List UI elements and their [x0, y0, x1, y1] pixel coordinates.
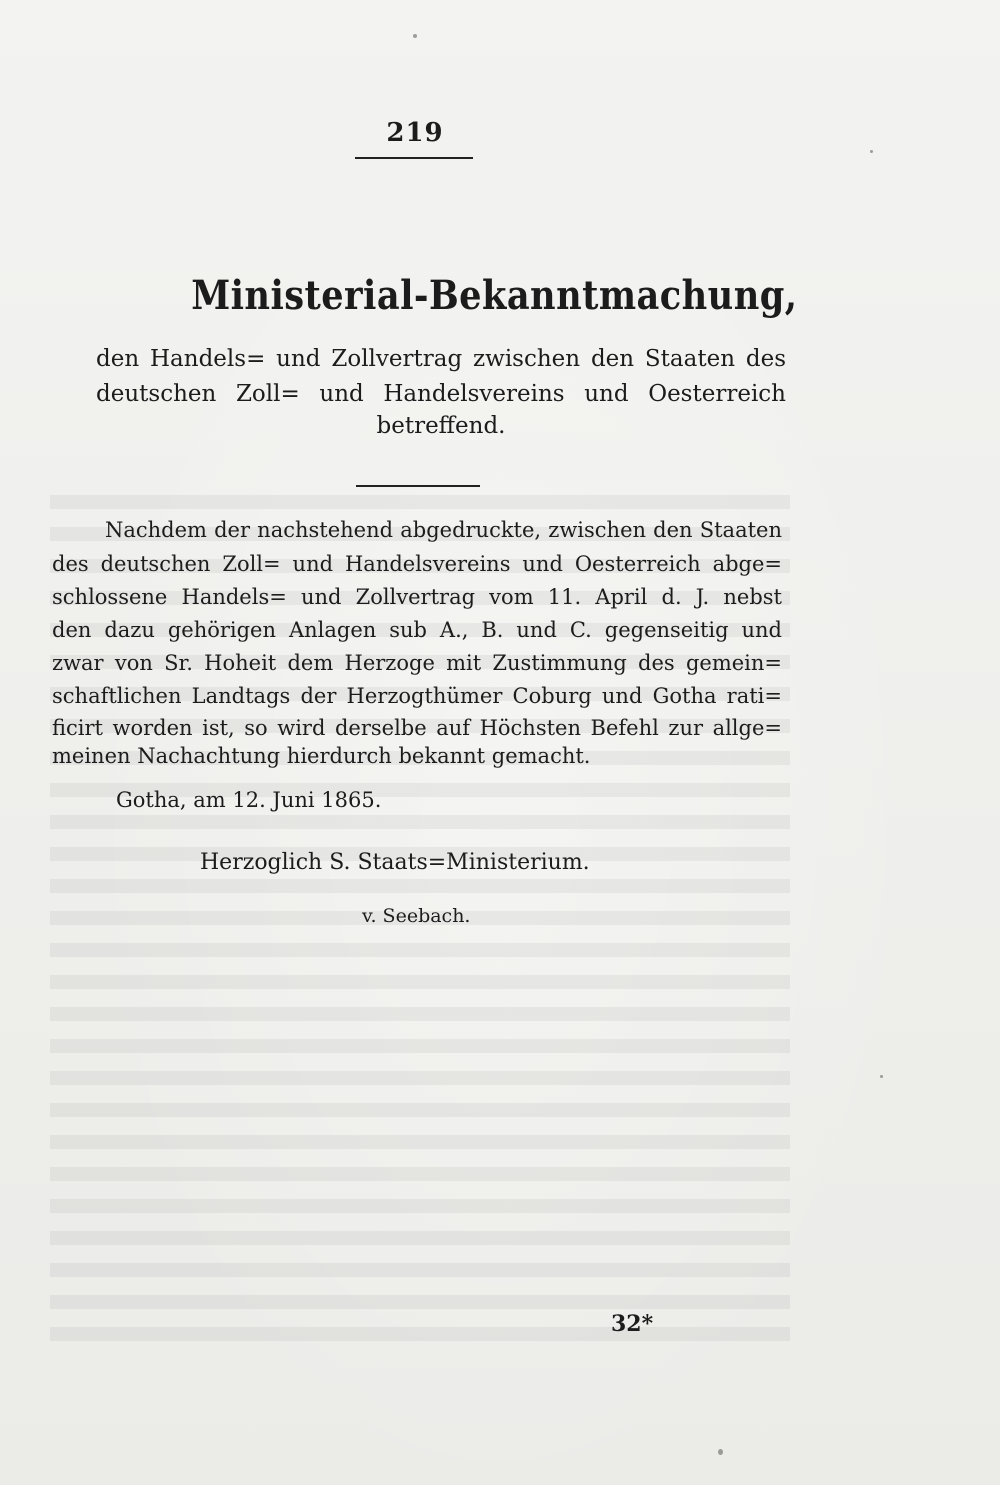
body-line: ficirt worden ist, so wird derselbe auf Höchsten Befehl zur allge=: [52, 716, 782, 740]
paper-speck: [718, 1449, 723, 1455]
place-date: Gotha, am 12. Juni 1865.: [116, 788, 382, 812]
header-rule: [355, 157, 473, 159]
document-title: Ministerial-Bekanntmachung,: [191, 272, 798, 319]
signature: v. Seebach.: [362, 905, 471, 927]
paper-speck: [413, 34, 417, 38]
subtitle-line: betreffend.: [376, 413, 506, 439]
issuing-ministry: Herzoglich S. Staats=Ministerium.: [200, 850, 590, 875]
subtitle-line: den Handels= und Zollvertrag zwischen den Staaten des: [96, 346, 786, 372]
section-rule: [356, 485, 480, 487]
sheet-signature-mark: 32*: [611, 1311, 654, 1337]
paper-speck: [880, 1075, 883, 1078]
paper-speck: [870, 150, 873, 153]
body-line: schlossene Handels= und Zollvertrag vom 11. April d. J. nebst: [52, 585, 782, 609]
body-line: meinen Nachachtung hierdurch bekannt gemacht.: [52, 744, 591, 768]
body-line: Nachdem der nachstehend abgedruckte, zwischen den Staaten: [105, 518, 782, 542]
subtitle-line: deutschen Zoll= und Handelsvereins und Oesterreich: [96, 381, 786, 407]
body-line: schaftlichen Landtags der Herzogthümer Coburg und Gotha rati=: [52, 684, 782, 708]
body-line: zwar von Sr. Hoheit dem Herzoge mit Zustimmung des gemein=: [52, 651, 782, 675]
body-line: des deutschen Zoll= und Handelsvereins und Oesterreich abge=: [52, 552, 782, 576]
page-number: 219: [386, 118, 444, 148]
body-line: den dazu gehörigen Anlagen sub A., B. und C. gegenseitig und: [52, 618, 782, 642]
